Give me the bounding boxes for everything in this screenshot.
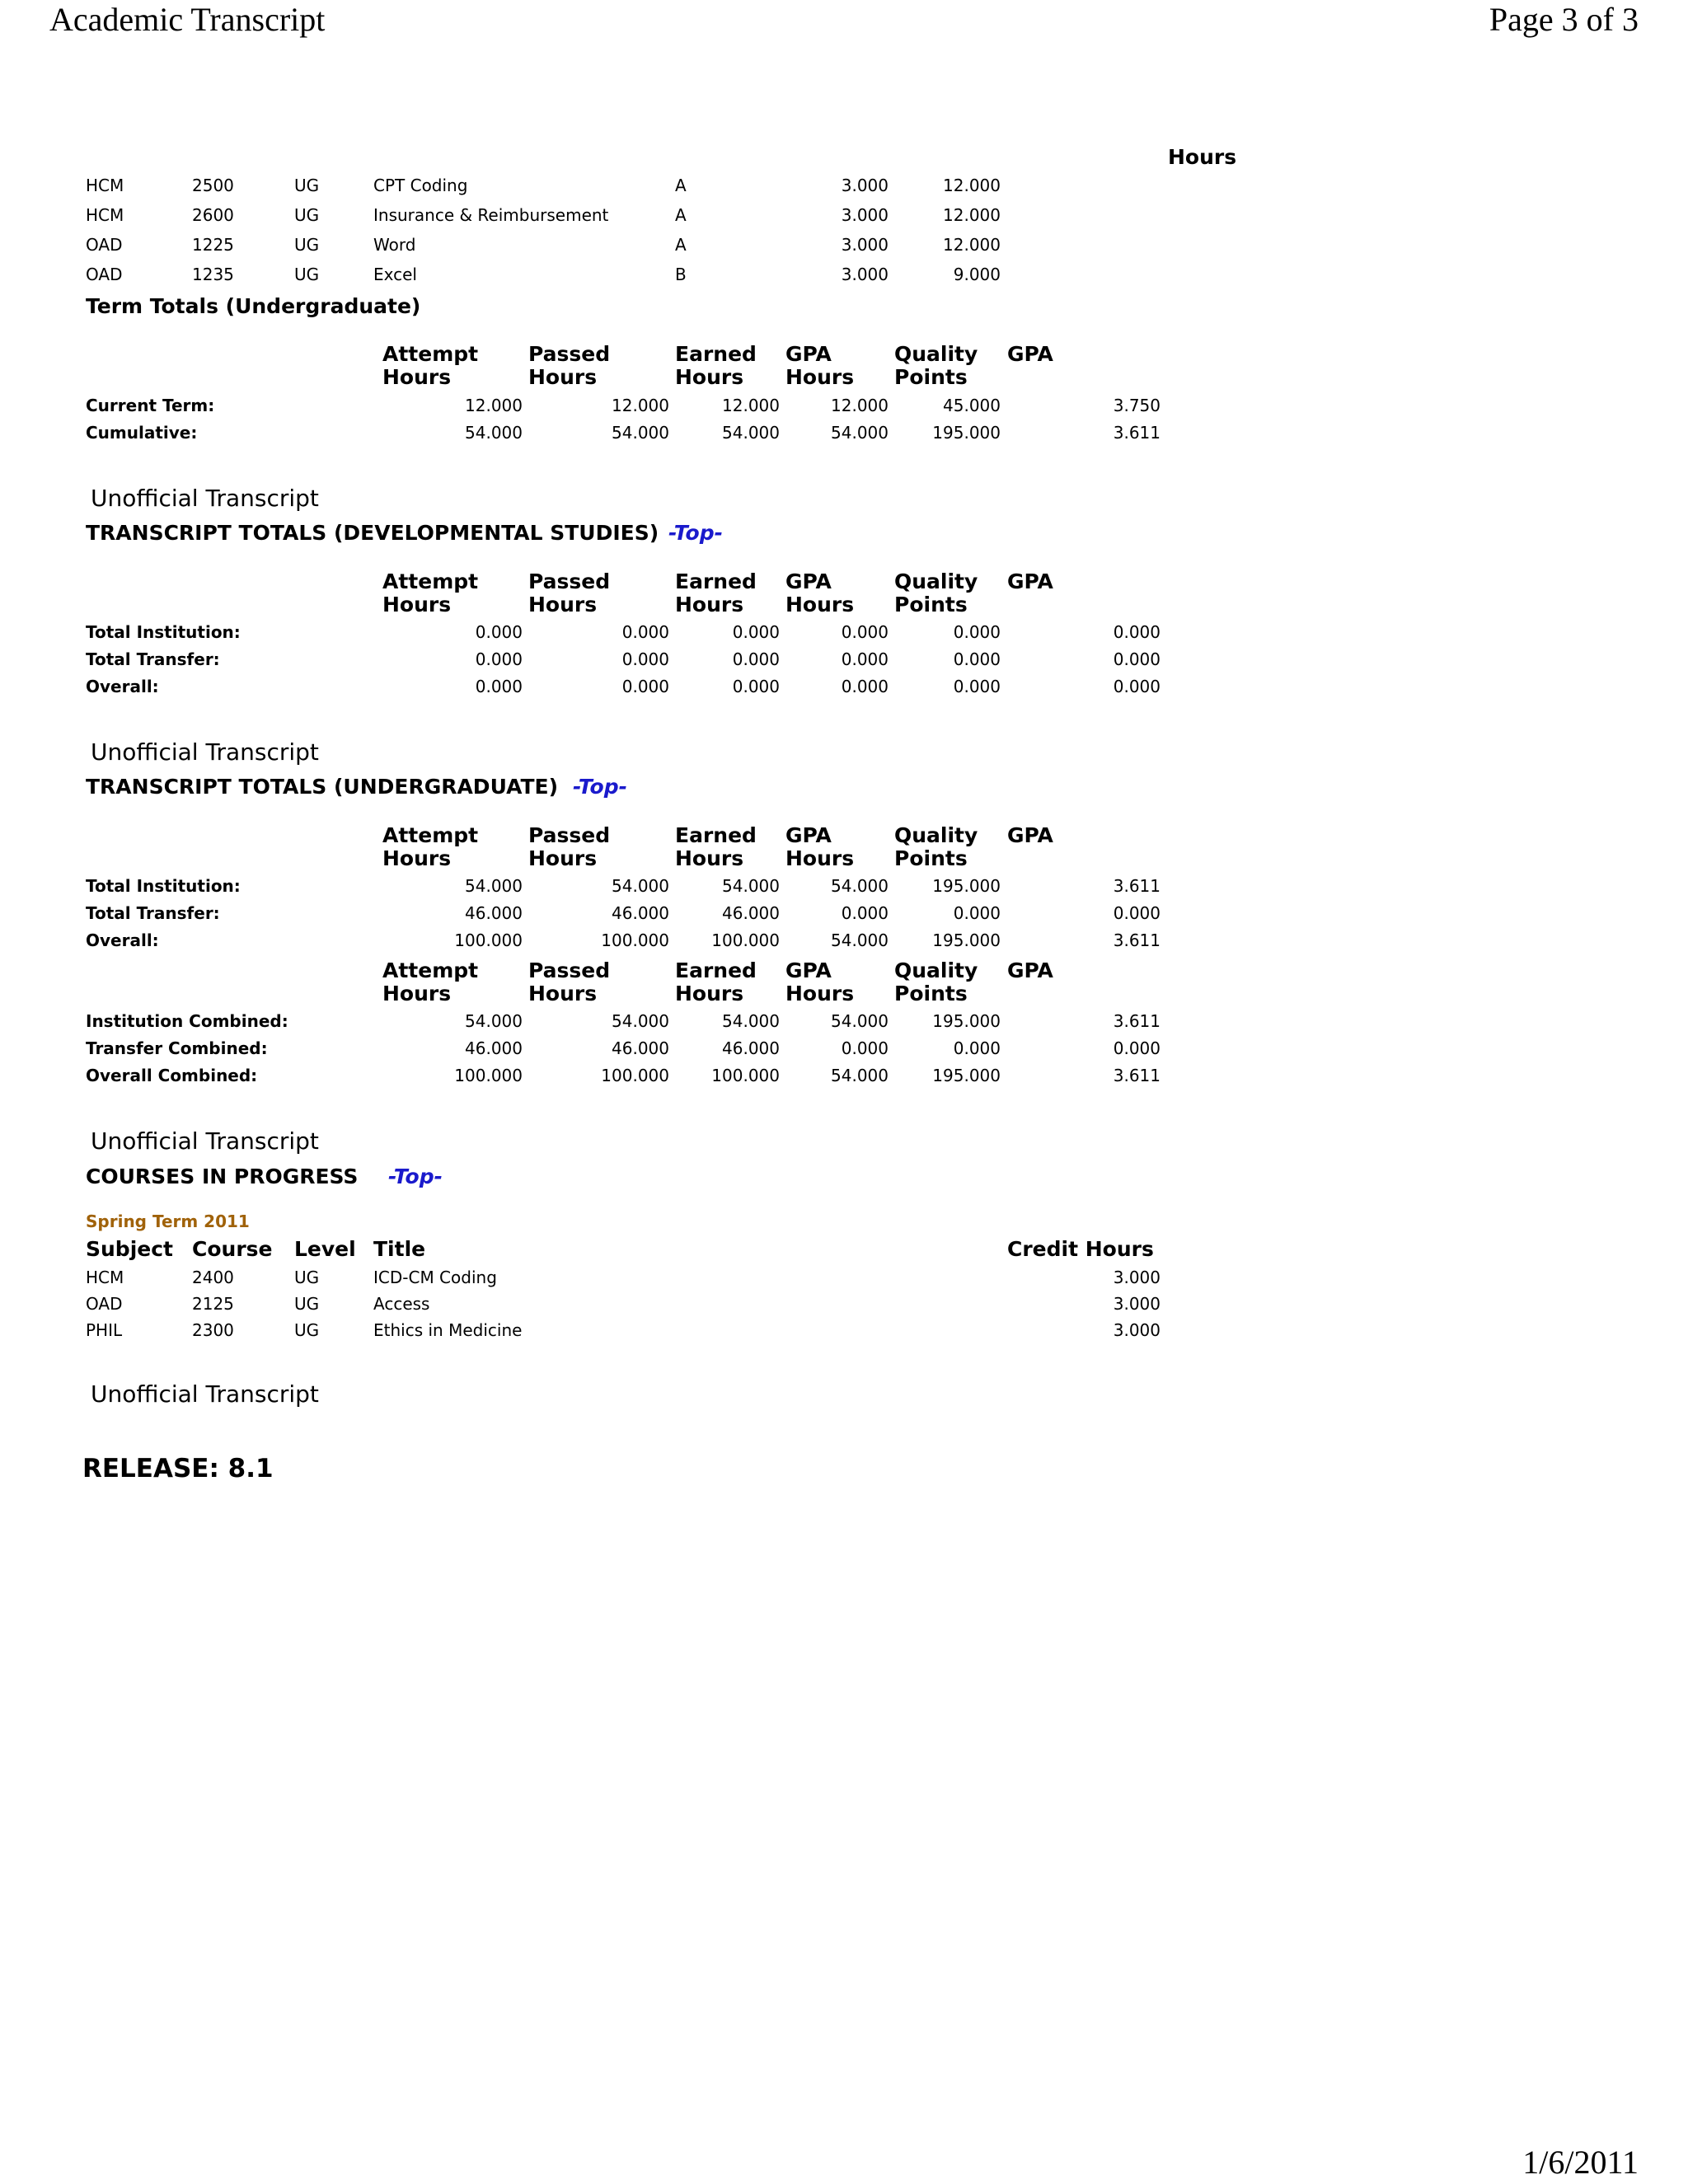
- row-label: Overall:: [86, 930, 159, 950]
- credit-hours-value: 3.000: [1113, 1268, 1160, 1287]
- title-header: Title: [373, 1237, 426, 1261]
- course-quality-points: 12.000: [943, 205, 1001, 225]
- quality-points-value: 0.000: [953, 903, 1001, 923]
- row-label: Total Transfer:: [86, 649, 220, 669]
- attempt-hours-value: 46.000: [465, 1038, 523, 1058]
- passed-hours-value: 0.000: [621, 677, 669, 696]
- earned-hours-value: 54.000: [722, 423, 780, 443]
- hours-column-header: Hours: [1168, 145, 1237, 169]
- course-level: UG: [294, 1294, 320, 1314]
- attempt-hours-value: 0.000: [475, 622, 523, 642]
- gpa-value: 3.750: [1113, 396, 1160, 415]
- course-number: 2300: [192, 1320, 234, 1340]
- course-level: UG: [294, 1320, 320, 1340]
- unofficial-transcript-label: Unofficial Transcript: [91, 1380, 319, 1408]
- gpa-hours-value: 0.000: [841, 677, 889, 696]
- attempt-hours-value: 12.000: [465, 396, 523, 415]
- course-title: Excel: [373, 265, 417, 284]
- earned-hours-value: 0.000: [732, 649, 780, 669]
- course-grade: B: [675, 265, 687, 284]
- gpa-header: GPA: [1007, 823, 1053, 847]
- gpa-hours-header: GPA Hours: [785, 569, 855, 616]
- course-hours: 3.000: [841, 235, 889, 255]
- row-label: Total Institution:: [86, 622, 241, 642]
- gpa-value: 3.611: [1113, 423, 1160, 443]
- credit-hours-value: 3.000: [1113, 1294, 1160, 1314]
- gpa-hours-value: 0.000: [841, 622, 889, 642]
- gpa-value: 0.000: [1113, 677, 1160, 696]
- gpa-hours-header: GPA Hours: [785, 958, 855, 1005]
- passed-hours-value: 46.000: [612, 1038, 669, 1058]
- attempt-hours-value: 54.000: [465, 1011, 523, 1031]
- passed-hours-value: 54.000: [612, 423, 669, 443]
- quality-points-header: Quality Points: [894, 342, 978, 389]
- gpa-header: GPA: [1007, 958, 1053, 982]
- gpa-value: 0.000: [1113, 649, 1160, 669]
- passed-hours-value: 100.000: [601, 1066, 669, 1085]
- passed-hours-value: 54.000: [612, 1011, 669, 1031]
- unofficial-transcript-label: Unofficial Transcript: [91, 1127, 319, 1155]
- quality-points-value: 0.000: [953, 622, 1001, 642]
- level-header: Level: [294, 1237, 356, 1261]
- passed-hours-header: Passed Hours: [528, 342, 611, 389]
- passed-hours-value: 12.000: [612, 396, 669, 415]
- earned-hours-header: Earned Hours: [675, 569, 757, 616]
- passed-hours-value: 0.000: [621, 649, 669, 669]
- quality-points-header: Quality Points: [894, 823, 978, 870]
- course-quality-points: 12.000: [943, 176, 1001, 195]
- subject-header: Subject: [86, 1237, 173, 1261]
- earned-hours-header: Earned Hours: [675, 823, 757, 870]
- ug-totals-heading: TRANSCRIPT TOTALS (UNDERGRADUATE): [86, 775, 559, 799]
- attempt-hours-value: 100.000: [454, 930, 523, 950]
- gpa-value: 0.000: [1113, 622, 1160, 642]
- earned-hours-header: Earned Hours: [675, 958, 757, 1005]
- passed-hours-value: 54.000: [612, 876, 669, 896]
- unofficial-transcript-label: Unofficial Transcript: [91, 485, 319, 512]
- earned-hours-value: 0.000: [732, 622, 780, 642]
- quality-points-value: 195.000: [932, 1011, 1001, 1031]
- row-label: Overall:: [86, 677, 159, 696]
- course-title: ICD-CM Coding: [373, 1268, 497, 1287]
- gpa-hours-value: 0.000: [841, 1038, 889, 1058]
- passed-hours-value: 0.000: [621, 622, 669, 642]
- earned-hours-value: 54.000: [722, 876, 780, 896]
- course-level: UG: [294, 265, 320, 284]
- quality-points-value: 195.000: [932, 1066, 1001, 1085]
- quality-points-header: Quality Points: [894, 958, 978, 1005]
- quality-points-value: 0.000: [953, 677, 1001, 696]
- attempt-hours-value: 54.000: [465, 876, 523, 896]
- gpa-header: GPA: [1007, 569, 1053, 593]
- course-title: Word: [373, 235, 416, 255]
- gpa-hours-value: 54.000: [831, 930, 889, 950]
- attempt-hours-header: Attempt Hours: [382, 958, 479, 1005]
- attempt-hours-value: 0.000: [475, 677, 523, 696]
- row-label: Overall Combined:: [86, 1066, 258, 1085]
- earned-hours-value: 54.000: [722, 1011, 780, 1031]
- row-label: Transfer Combined:: [86, 1038, 268, 1058]
- quality-points-value: 45.000: [943, 396, 1001, 415]
- course-number: 1235: [192, 265, 234, 284]
- row-label: Total Institution:: [86, 876, 241, 896]
- gpa-header: GPA: [1007, 342, 1053, 366]
- gpa-hours-value: 54.000: [831, 876, 889, 896]
- top-link[interactable]: -Top-: [388, 1165, 443, 1188]
- earned-hours-header: Earned Hours: [675, 342, 757, 389]
- earned-hours-value: 46.000: [722, 1038, 780, 1058]
- course-subject: HCM: [86, 205, 124, 225]
- attempt-hours-header: Attempt Hours: [382, 569, 479, 616]
- gpa-value: 0.000: [1113, 903, 1160, 923]
- quality-points-value: 195.000: [932, 876, 1001, 896]
- attempt-hours-value: 54.000: [465, 423, 523, 443]
- passed-hours-header: Passed Hours: [528, 569, 611, 616]
- earned-hours-value: 100.000: [711, 930, 780, 950]
- page-number: Page 3 of 3: [1489, 1, 1639, 38]
- quality-points-value: 195.000: [932, 423, 1001, 443]
- course-subject: OAD: [86, 1294, 123, 1314]
- course-subject: PHIL: [86, 1320, 123, 1340]
- course-subject: OAD: [86, 265, 123, 284]
- course-grade: A: [675, 235, 687, 255]
- quality-points-header: Quality Points: [894, 569, 978, 616]
- gpa-value: 0.000: [1113, 1038, 1160, 1058]
- course-hours: 3.000: [841, 176, 889, 195]
- quality-points-value: 0.000: [953, 1038, 1001, 1058]
- courses-in-progress-heading: COURSES IN PROGRESS: [86, 1165, 359, 1188]
- gpa-hours-value: 54.000: [831, 423, 889, 443]
- attempt-hours-header: Attempt Hours: [382, 823, 479, 870]
- gpa-value: 3.611: [1113, 930, 1160, 950]
- course-number: 2125: [192, 1294, 234, 1314]
- passed-hours-value: 46.000: [612, 903, 669, 923]
- top-link[interactable]: -Top-: [573, 775, 627, 799]
- course-subject: HCM: [86, 176, 124, 195]
- document-title: Academic Transcript: [49, 1, 326, 38]
- course-header: Course: [192, 1237, 273, 1261]
- attempt-hours-value: 100.000: [454, 1066, 523, 1085]
- unofficial-transcript-label: Unofficial Transcript: [91, 738, 319, 766]
- print-date: 1/6/2011: [1522, 2144, 1639, 2181]
- earned-hours-value: 100.000: [711, 1066, 780, 1085]
- course-number: 2400: [192, 1268, 234, 1287]
- course-title: CPT Coding: [373, 176, 468, 195]
- release-version: RELEASE: 8.1: [82, 1454, 274, 1483]
- gpa-value: 3.611: [1113, 1066, 1160, 1085]
- gpa-hours-header: GPA Hours: [785, 823, 855, 870]
- attempt-hours-header: Attempt Hours: [382, 342, 479, 389]
- gpa-hours-value: 54.000: [831, 1011, 889, 1031]
- gpa-hours-value: 12.000: [831, 396, 889, 415]
- course-number: 2600: [192, 205, 234, 225]
- credit-hours-value: 3.000: [1113, 1320, 1160, 1340]
- gpa-value: 3.611: [1113, 876, 1160, 896]
- gpa-hours-value: 0.000: [841, 903, 889, 923]
- course-hours: 3.000: [841, 265, 889, 284]
- course-subject: OAD: [86, 235, 123, 255]
- course-title: Access: [373, 1294, 430, 1314]
- course-level: UG: [294, 1268, 320, 1287]
- attempt-hours-value: 46.000: [465, 903, 523, 923]
- passed-hours-value: 100.000: [601, 930, 669, 950]
- course-level: UG: [294, 176, 320, 195]
- course-hours: 3.000: [841, 205, 889, 225]
- course-grade: A: [675, 176, 687, 195]
- course-number: 2500: [192, 176, 234, 195]
- attempt-hours-value: 0.000: [475, 649, 523, 669]
- course-number: 1225: [192, 235, 234, 255]
- row-label: Current Term:: [86, 396, 215, 415]
- row-label: Cumulative:: [86, 423, 198, 443]
- gpa-value: 3.611: [1113, 1011, 1160, 1031]
- course-quality-points: 12.000: [943, 235, 1001, 255]
- course-grade: A: [675, 205, 687, 225]
- row-label: Total Transfer:: [86, 903, 220, 923]
- dev-totals-heading: TRANSCRIPT TOTALS (DEVELOPMENTAL STUDIES): [86, 521, 659, 545]
- course-subject: HCM: [86, 1268, 124, 1287]
- course-title: Ethics in Medicine: [373, 1320, 523, 1340]
- earned-hours-value: 12.000: [722, 396, 780, 415]
- earned-hours-value: 46.000: [722, 903, 780, 923]
- row-label: Institution Combined:: [86, 1011, 288, 1031]
- term-totals-heading: Term Totals (Undergraduate): [86, 294, 421, 318]
- credit-hours-header: Credit Hours: [1007, 1237, 1154, 1261]
- course-title: Insurance & Reimbursement: [373, 205, 609, 225]
- course-level: UG: [294, 205, 320, 225]
- earned-hours-value: 0.000: [732, 677, 780, 696]
- top-link[interactable]: -Top-: [668, 521, 723, 545]
- passed-hours-header: Passed Hours: [528, 958, 611, 1005]
- course-quality-points: 9.000: [953, 265, 1001, 284]
- quality-points-value: 195.000: [932, 930, 1001, 950]
- passed-hours-header: Passed Hours: [528, 823, 611, 870]
- gpa-hours-value: 54.000: [831, 1066, 889, 1085]
- gpa-hours-header: GPA Hours: [785, 342, 855, 389]
- course-level: UG: [294, 235, 320, 255]
- term-label: Spring Term 2011: [86, 1212, 250, 1231]
- gpa-hours-value: 0.000: [841, 649, 889, 669]
- quality-points-value: 0.000: [953, 649, 1001, 669]
